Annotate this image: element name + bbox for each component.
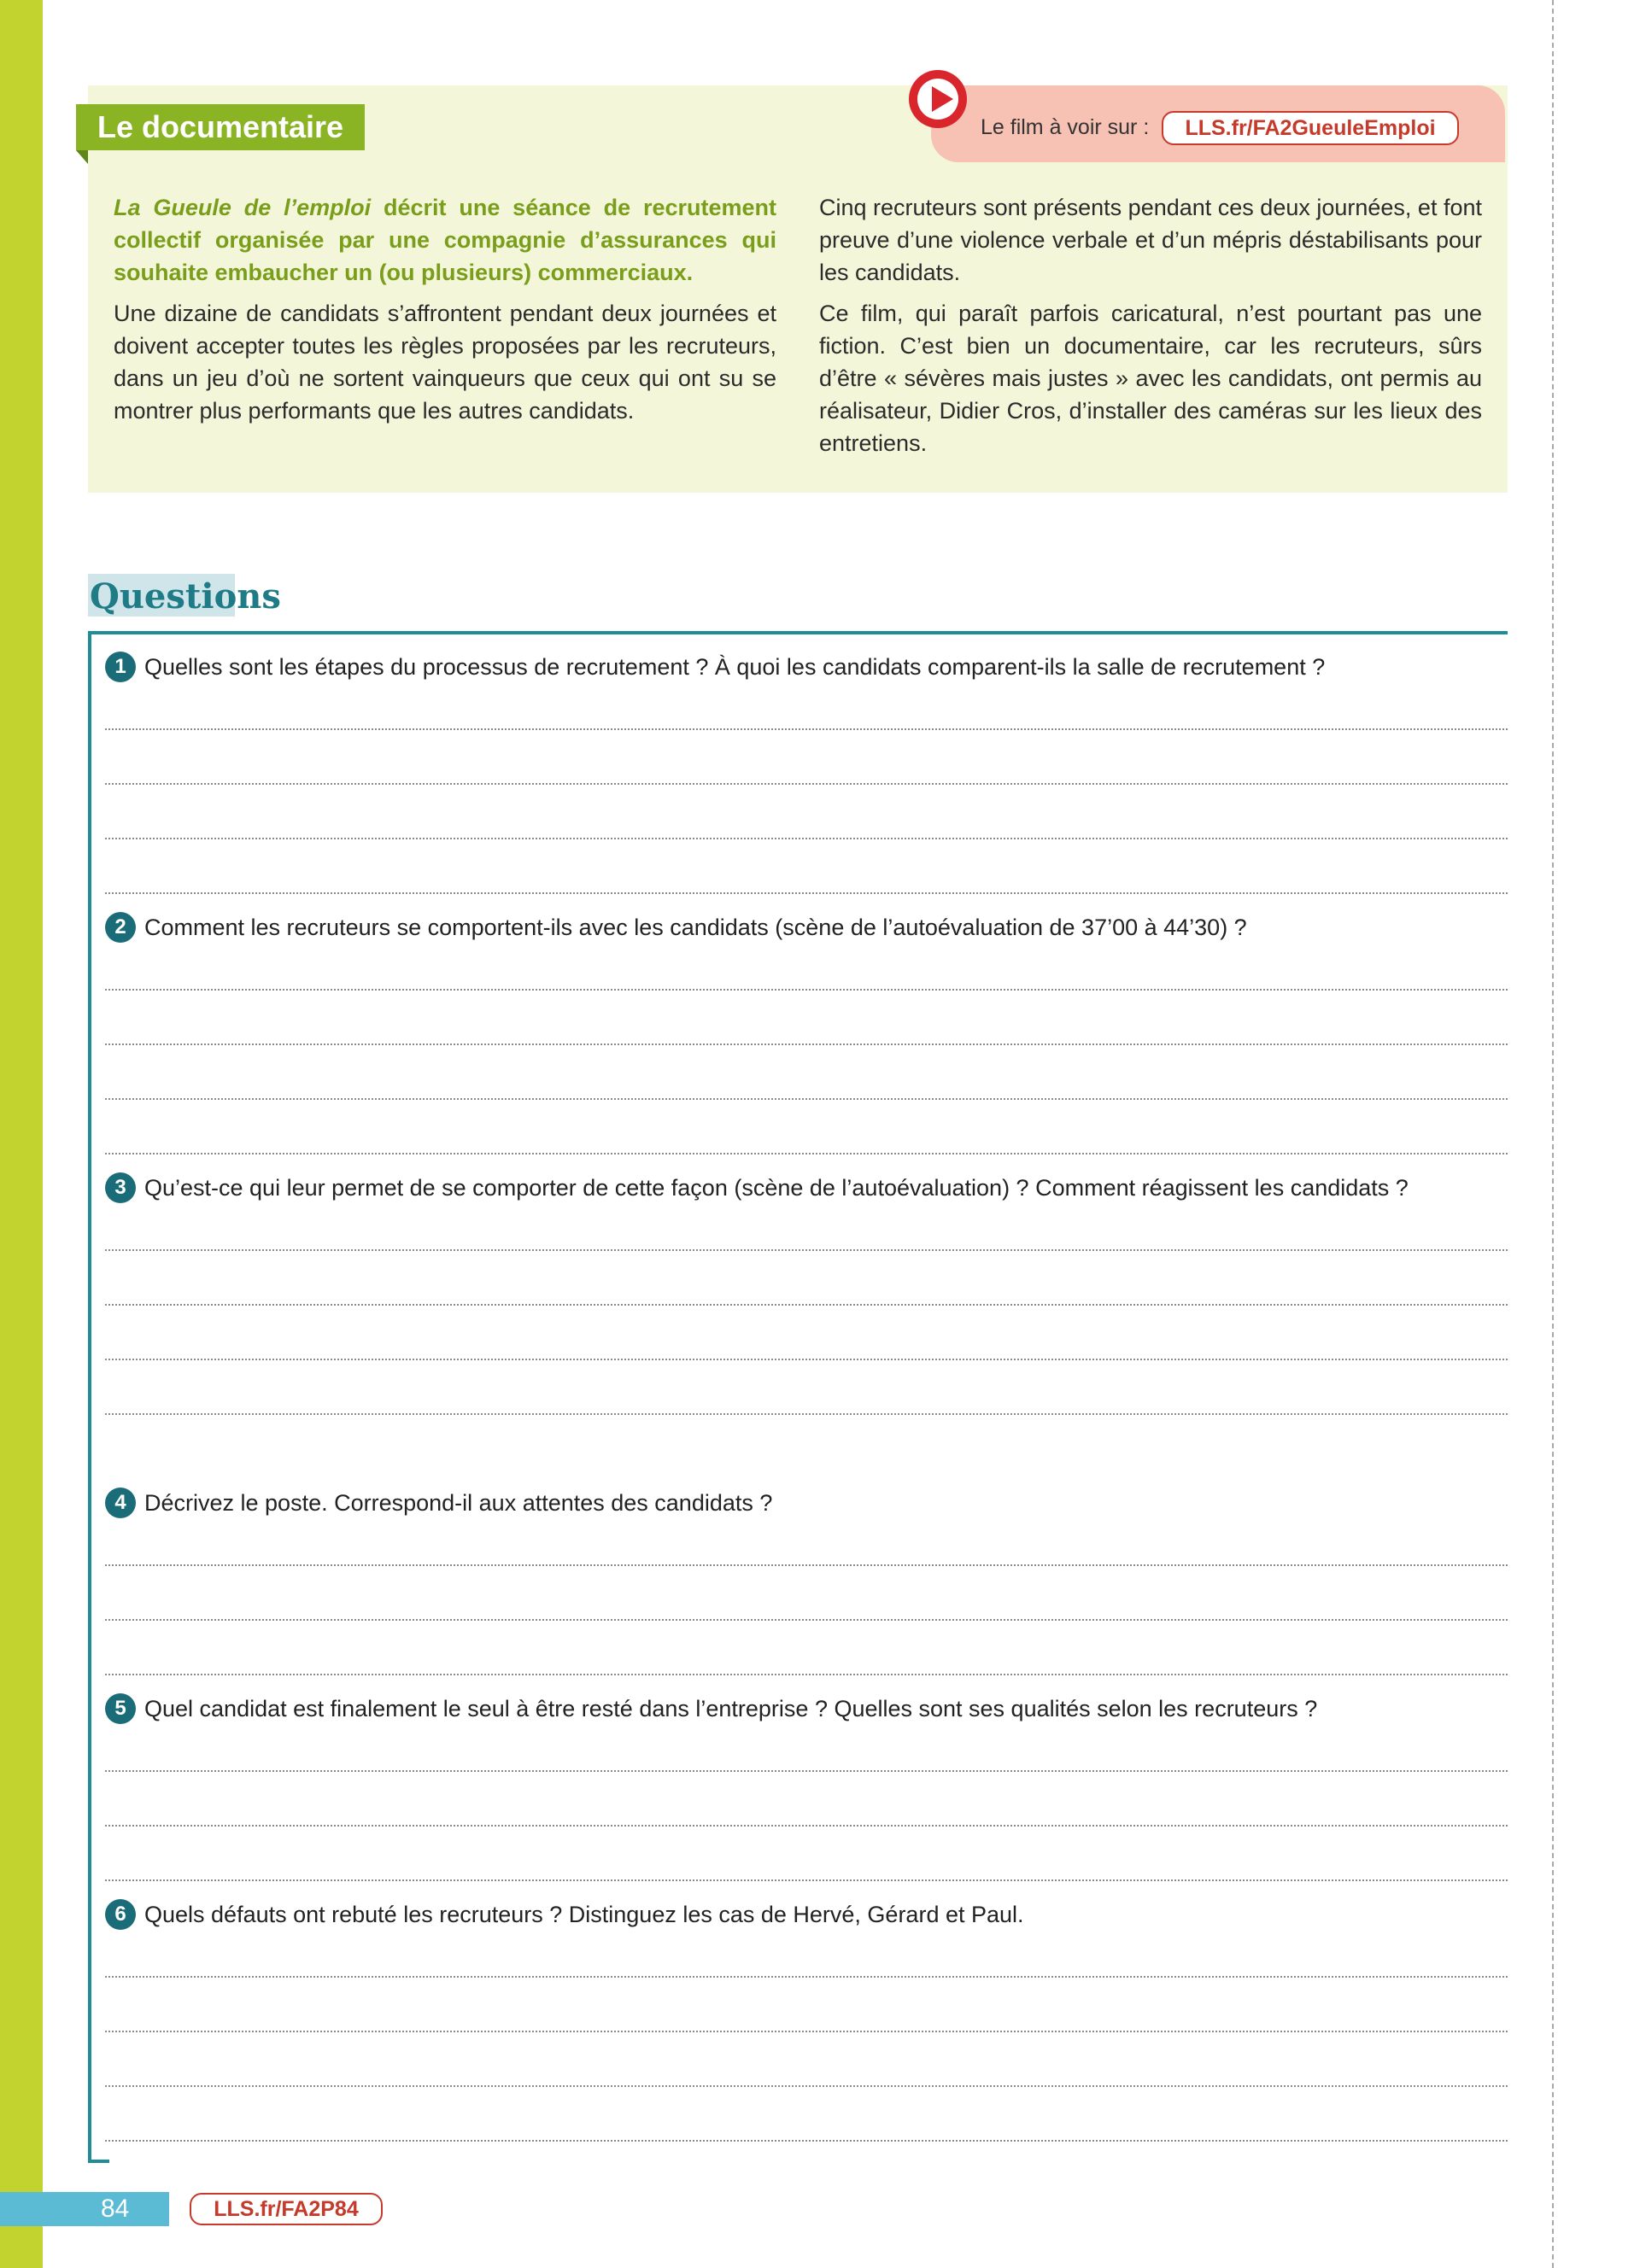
question-6 xyxy=(105,1897,1506,1932)
answer-line[interactable] xyxy=(105,1043,1508,1045)
question-number-badge: 6 xyxy=(105,1899,136,1930)
answer-line[interactable] xyxy=(105,1304,1508,1306)
cut-line xyxy=(1552,0,1554,2268)
film-link[interactable]: LLS.fr/FA2GueuleEmploi xyxy=(1162,111,1459,145)
footer-link[interactable]: LLS.fr/FA2P84 xyxy=(190,2193,383,2225)
answer-line[interactable] xyxy=(105,2140,1508,2142)
answer-line[interactable] xyxy=(105,728,1508,730)
answer-line[interactable] xyxy=(105,892,1508,894)
documentary-left-column xyxy=(114,191,776,435)
question-4 xyxy=(105,1486,1506,1520)
question-number-badge: 1 xyxy=(105,652,136,682)
question-row xyxy=(105,1171,1506,1205)
question-row xyxy=(105,910,1506,944)
film-label: Le film à voir sur : xyxy=(981,115,1150,139)
questions-left-rule xyxy=(88,631,91,2163)
answer-line[interactable] xyxy=(105,2085,1508,2087)
question-text: Quelles sont les étapes du processus de recrutement ? À quoi les candidats comparent-ils la salle de recrutement ? xyxy=(144,653,1326,680)
questions-top-rule xyxy=(88,631,1508,634)
documentary-right-column xyxy=(819,191,1482,468)
question-row xyxy=(105,1486,1506,1520)
question-number-badge: 2 xyxy=(105,912,136,943)
documentary-title: Le documentaire xyxy=(76,104,365,150)
answer-line[interactable] xyxy=(105,1098,1508,1100)
answer-line[interactable] xyxy=(105,1153,1508,1154)
answer-line[interactable] xyxy=(105,1879,1508,1881)
left-margin-bar xyxy=(0,0,43,2268)
question-text: Décrivez le poste. Correspond-il aux attentes des candidats ? xyxy=(144,1489,773,1516)
film-title: La Gueule de l’emploi xyxy=(114,195,372,220)
answer-line[interactable] xyxy=(105,1976,1508,1978)
answer-line[interactable] xyxy=(105,1249,1508,1251)
question-text: Quel candidat est finalement le seul à être resté dans l’entreprise ? Quelles sont ses qualités selon les recruteurs ? xyxy=(144,1695,1318,1721)
lead-paragraph xyxy=(114,191,776,289)
question-text: Quels défauts ont rebuté les recruteurs ? Distinguez les cas de Hervé, Gérard et Paul. xyxy=(144,1901,1024,1927)
answer-line[interactable] xyxy=(105,783,1508,785)
question-5 xyxy=(105,1692,1506,1726)
question-number-badge: 3 xyxy=(105,1172,136,1203)
answer-line[interactable] xyxy=(105,1359,1508,1360)
question-3 xyxy=(105,1171,1506,1205)
question-text: Qu’est-ce qui leur permet de se comporter de cette façon (scène de l’autoévaluation) ? Comment réagissent les candidats ? xyxy=(144,1174,1409,1201)
page-number-tab xyxy=(0,2192,169,2226)
page-number: 84 xyxy=(101,2195,130,2223)
answer-line[interactable] xyxy=(105,1564,1508,1566)
question-number-badge: 5 xyxy=(105,1693,136,1724)
answer-line[interactable] xyxy=(105,989,1508,991)
right-paragraph-2: Ce film, qui paraît parfois caricatural, n’est pourtant pas une fiction. C’est bien un documentaire, car les recruteurs, sûrs d’être « sévères mais justes » avec les candidats, ont permis au réalisateur, Didier Cros, d’installer des caméras sur les lieux des entretiens. xyxy=(819,301,1482,456)
answer-line[interactable] xyxy=(105,1413,1508,1415)
answer-line[interactable] xyxy=(105,2031,1508,2032)
question-row xyxy=(105,1692,1506,1726)
answer-line[interactable] xyxy=(105,1825,1508,1827)
questions-bottom-rule xyxy=(88,2160,109,2163)
questions-heading: Questions xyxy=(90,576,281,617)
right-paragraph-1: Cinq recruteurs sont présents pendant ces deux journées, et font preuve d’une violence verbale et d’un mépris déstabilisants pour les candidats. xyxy=(819,195,1482,285)
lead-text: décrit une séance de recrutement collectif organisée par une compagnie d’assurances qui souhaite embaucher un (ou plusieurs) commerciaux. xyxy=(114,195,777,285)
question-1 xyxy=(105,650,1506,684)
answer-line[interactable] xyxy=(105,838,1508,839)
question-2 xyxy=(105,910,1506,944)
question-row xyxy=(105,650,1506,684)
title-fold xyxy=(76,150,88,164)
question-row xyxy=(105,1897,1506,1932)
question-text: Comment les recruteurs se comportent-ils avec les candidats (scène de l’autoévaluation de 37’00 à 44’30) ? xyxy=(144,914,1247,940)
left-paragraph-2: Une dizaine de candidats s’affrontent pendant deux journées et doivent accepter toutes les règles proposées par les recruteurs, dans un jeu d’où ne sortent vainqueurs que ceux qui ont su se montrer plus performants que les autres candidats. xyxy=(114,301,776,424)
play-icon[interactable] xyxy=(909,70,967,128)
answer-line[interactable] xyxy=(105,1770,1508,1772)
question-number-badge: 4 xyxy=(105,1488,136,1518)
answer-line[interactable] xyxy=(105,1674,1508,1675)
answer-line[interactable] xyxy=(105,1619,1508,1621)
